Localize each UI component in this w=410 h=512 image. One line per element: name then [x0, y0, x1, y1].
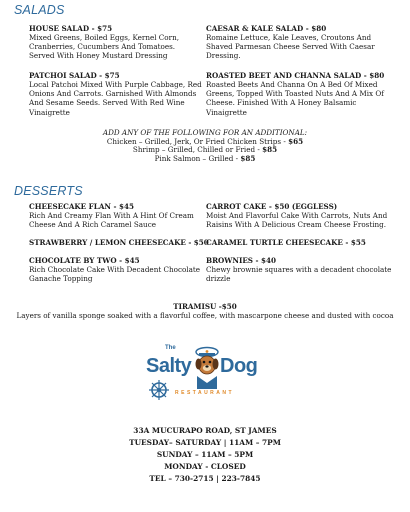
menu-item-cheesecake-flan [29, 202, 219, 229]
desserts-heading: DESSERTS [14, 184, 83, 198]
menu-item-roasted-beet-channa-salad [206, 71, 406, 117]
salad-addons [0, 129, 410, 163]
logo-the-text: The [165, 345, 176, 351]
logo-word-dog: Dog [220, 355, 258, 377]
logo-word-salty: Salty [146, 355, 192, 377]
ship-wheel-icon [148, 379, 170, 401]
item-name: ROASTED BEET AND CHANNA SALAD - $80 [206, 71, 385, 80]
addon-row: Shrimp – Grilled, Chilled or Fried - $85 [132, 145, 278, 155]
addon-row: Chicken – Grilled, Jerk, Or Fried Chicken Strips - $65 [106, 136, 304, 146]
item-description: Local Patchoi Mixed With Purple Cabbage, Red Onions And Carrots. Garnished With Almonds And Sesame Seeds. Served With Red Wine Vinaigrette [29, 80, 202, 117]
hours-monday: MONDAY - CLOSED [164, 462, 246, 471]
salads-heading: SALADS [14, 3, 65, 17]
item-description: Chewy brownie squares with a decadent chocolate drizzle [206, 265, 392, 284]
address: 33A MUCURAPO ROAD, ST JAMES [133, 426, 277, 435]
item-name: CARROT CAKE - $50 (EGGLESS) [206, 202, 338, 211]
item-description: Rich Chocolate Cake With Decadent Chocolate Ganache Topping [29, 265, 201, 284]
menu-item-caramel-turtle-cheesecake [206, 238, 406, 247]
item-name: HOUSE SALAD - $75 [29, 24, 113, 33]
hours-tue-sat: TUESDAY– SATURDAY | 11AM – 7PM [129, 438, 281, 447]
menu-item-caesar-kale-salad [206, 24, 406, 61]
item-name: TIRAMISU -$50 [173, 302, 237, 311]
item-name: CHEESECAKE FLAN - $45 [29, 202, 134, 211]
item-name: PATCHOI SALAD - $75 [29, 71, 120, 80]
item-description: Mixed Greens, Boiled Eggs, Kernel Corn, Cranberries, Cucumbers And Tomatoes. Served With Honey Mustard Dressing [29, 33, 179, 61]
menu-item-strawberry-lemon-cheesecake [29, 238, 219, 247]
phone-numbers: TEL – 730-2715 | 223-7845 [149, 474, 261, 483]
menu-item-tiramisu [0, 302, 410, 320]
restaurant-info [0, 425, 410, 485]
addons-header: ADD ANY OF THE FOLLOWING FOR AN ADDITIONAL: [102, 128, 308, 137]
sailor-dog-mascot-icon [193, 345, 221, 391]
salty-dog-logo [140, 343, 260, 423]
hours-sunday: SUNDAY – 11AM – 5PM [156, 450, 254, 459]
menu-item-brownies [206, 256, 406, 283]
addon-row: Pink Salmon – Grilled - $85 [154, 153, 256, 163]
menu-item-carrot-cake [206, 202, 406, 229]
menu-item-house-salad [29, 24, 219, 61]
item-name: BROWNIES - $40 [206, 256, 276, 265]
item-description: Romaine Lettuce, Kale Leaves, Croutons And Shaved Parmesan Cheese Served With Caesar Dressing. [206, 33, 375, 61]
item-name: CARAMEL TURTLE CHEESECAKE - $55 [206, 238, 366, 247]
item-description: Roasted Beets And Channa On A Bed Of Mixed Greens, Topped With Toasted Nuts And A Mix Of Cheese. Finished With A Honey Balsamic Vinaigrette [206, 80, 384, 117]
item-description: Layers of vanilla sponge soaked with a flavorful coffee, with mascarpone cheese and dusted with cocoa [16, 311, 394, 320]
item-name: CHOCOLATE BY TWO - $45 [29, 256, 140, 265]
menu-item-chocolate-by-two [29, 256, 219, 283]
item-description: Rich And Creamy Flan With A Hint Of Cream Cheese And A Rich Caramel Sauce [29, 211, 194, 230]
item-name: CAESAR & KALE SALAD - $80 [206, 24, 327, 33]
logo-restaurant-text: RESTAURANT [175, 390, 235, 396]
item-description: Moist And Flavorful Cake With Carrots, Nuts And Raisins With A Delicious Cream Cheese Frosting. [206, 211, 388, 230]
item-name: STRAWBERRY / LEMON CHEESECAKE - $50 [29, 238, 209, 247]
menu-item-patchoi-salad [29, 71, 219, 117]
